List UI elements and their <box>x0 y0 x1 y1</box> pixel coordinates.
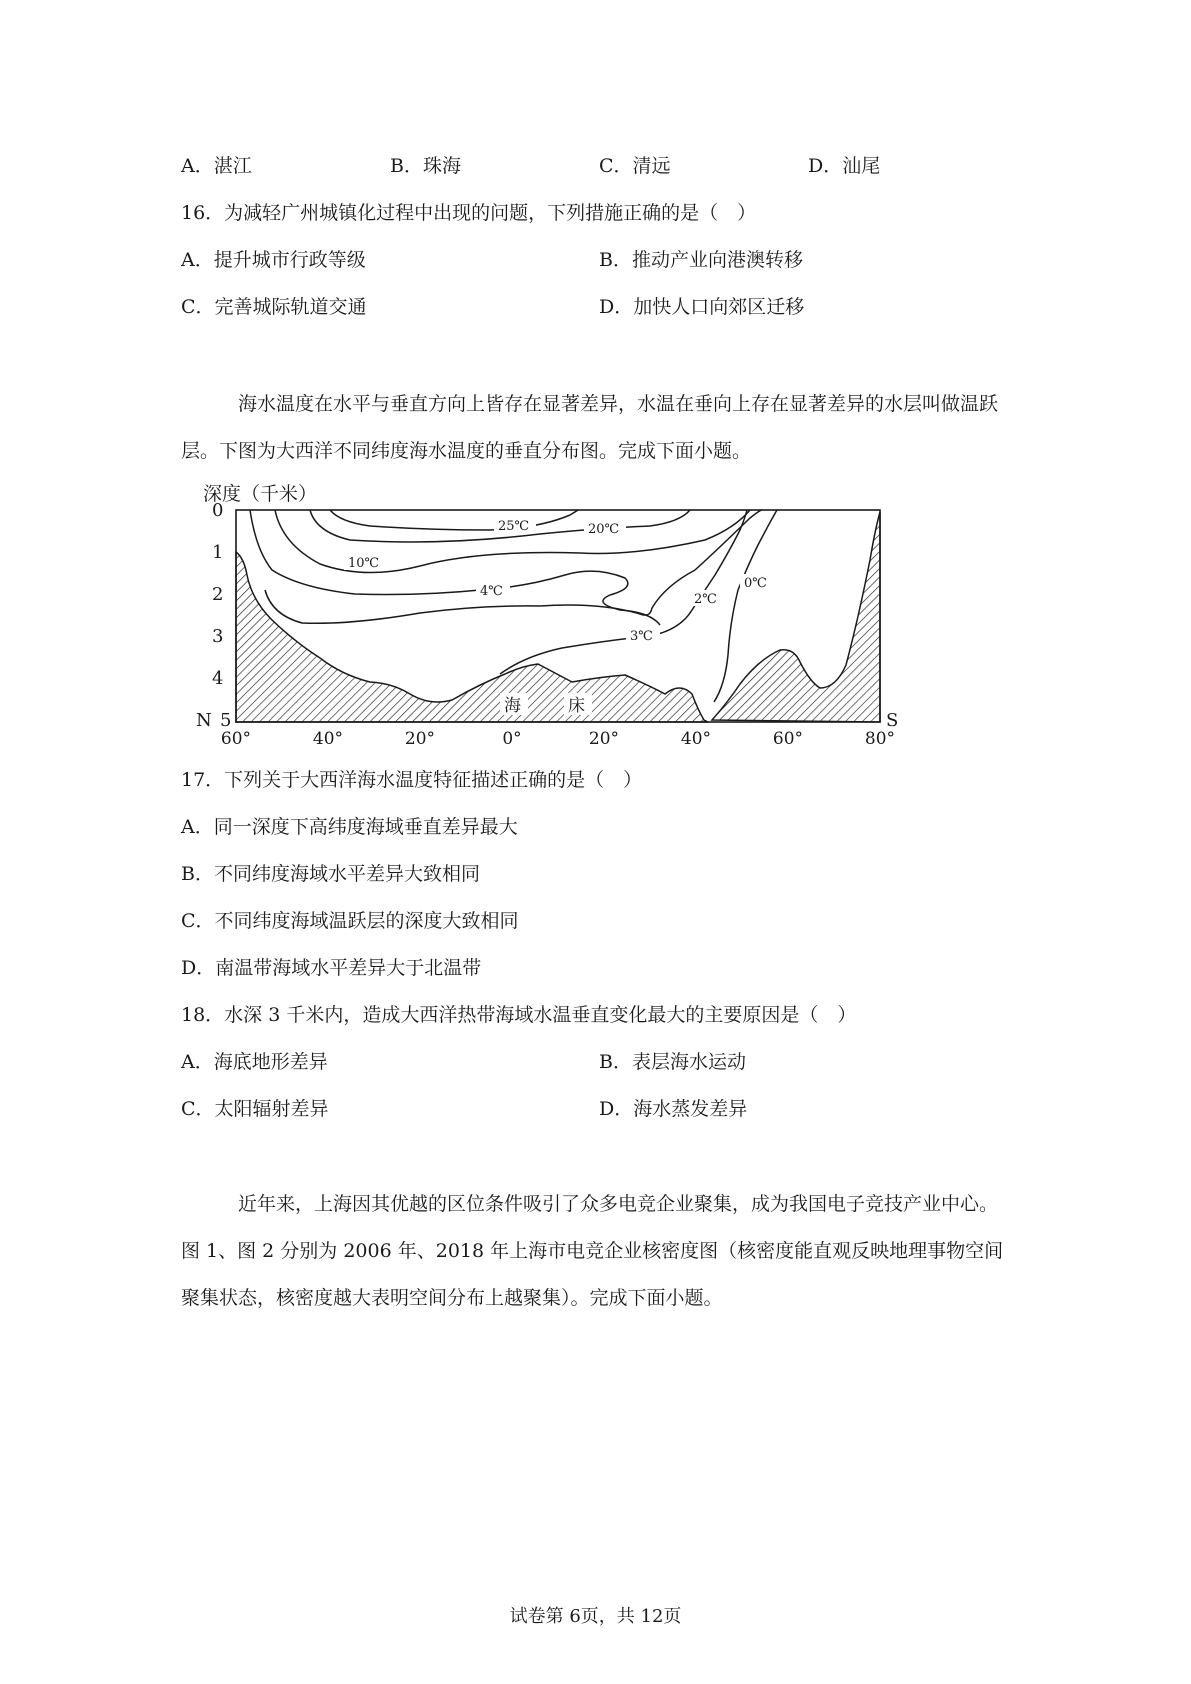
y-tick-label: 4 <box>212 668 224 689</box>
x-tick-label: 60° <box>772 729 804 749</box>
option-letter: C． <box>181 1098 215 1120</box>
x-tick-label: 80° <box>864 729 896 749</box>
isotherm-label-4c: 4℃ <box>480 584 503 599</box>
option-letter: D． <box>599 1098 634 1120</box>
option-letter: C． <box>599 155 633 177</box>
q18-option-d <box>599 1097 747 1121</box>
option-text: 珠海 <box>422 155 461 177</box>
q18-option-b <box>599 1050 746 1074</box>
x-tick-label: 40° <box>312 729 344 749</box>
isotherm-label-25c: 25℃ <box>498 519 530 534</box>
y-tick-label: 3 <box>212 626 224 647</box>
option-text: 海底地形差异 <box>213 1051 328 1073</box>
q17-stem: 17．下列关于大西洋海水温度特征描述正确的是（ ） <box>181 769 643 791</box>
q15-option-b <box>390 154 461 178</box>
y-tick-label: 0 <box>212 500 224 521</box>
x-tick-label: 0° <box>502 729 522 749</box>
option-letter: C． <box>181 910 215 932</box>
seabed-label-1: 海 <box>504 696 521 716</box>
q16-option-b <box>599 248 803 272</box>
y-tick-label: 5 <box>220 710 232 731</box>
q17-option-c <box>181 909 519 933</box>
option-letter: B． <box>599 1051 632 1073</box>
y-ticks <box>212 500 231 731</box>
x-tick-label: 20° <box>404 729 436 749</box>
option-text: 南温带海域水平差异大于北温带 <box>215 957 482 979</box>
isotherm-label-0c: 0℃ <box>744 576 767 591</box>
option-text: 完善城际轨道交通 <box>214 296 367 318</box>
isotherm-label-20c: 20℃ <box>588 522 620 537</box>
q16-stem: 16．为减轻广州城镇化过程中出现的问题，下列措施正确的是（ ） <box>181 202 757 224</box>
isotherm-label-3c: 3℃ <box>630 629 653 644</box>
q17-option-a <box>181 815 518 839</box>
q17-option-d <box>181 956 481 980</box>
option-text: 推动产业向港澳转移 <box>631 249 803 271</box>
q18-option-a <box>181 1050 328 1074</box>
x-tick-label: 40° <box>680 729 712 749</box>
option-letter: C． <box>181 296 215 318</box>
option-text: 汕尾 <box>842 155 881 177</box>
q16-option-c <box>181 295 367 319</box>
page-footer: 试卷第 6页，共 12页 <box>509 1606 682 1627</box>
passage-ocean-temperature: 海水温度在水平与垂直方向上皆存在显著差异，水温在垂向上存在显著差异的水层叫做温跃层。下图为大西洋不同纬度海水温度的垂直分布图。完成下面小题。 <box>181 393 999 462</box>
q16-option-a <box>181 248 366 272</box>
q18-stem: 18．水深 3 千米内，造成大西洋热带海域水温垂直变化最大的主要原因是（ ） <box>181 1004 857 1026</box>
option-letter: D． <box>599 296 634 318</box>
seabed-label-2: 床 <box>568 696 585 716</box>
option-letter: A． <box>181 155 214 177</box>
option-text: 太阳辐射差异 <box>214 1098 329 1120</box>
option-text: 加快人口向郊区迁移 <box>633 296 805 318</box>
option-text: 不同纬度海域水平差异大致相同 <box>213 863 480 885</box>
y-axis-label: 深度（千米） <box>203 483 318 505</box>
option-text: 清远 <box>632 155 671 177</box>
q15-option-d <box>808 154 880 178</box>
option-letter: B． <box>599 249 632 271</box>
seabed-hatch-right <box>712 512 880 722</box>
north-end-label: N <box>196 710 212 731</box>
q17-option-b <box>181 862 480 886</box>
q15-option-c <box>599 154 671 178</box>
isotherm-25c <box>330 510 578 530</box>
option-text: 湛江 <box>213 155 252 177</box>
option-letter: A． <box>181 1051 214 1073</box>
q18-option-c <box>181 1097 329 1121</box>
south-end-label: S <box>886 710 899 731</box>
option-letter: A． <box>181 816 214 838</box>
option-text: 表层海水运动 <box>631 1051 746 1073</box>
option-text: 提升城市行政等级 <box>213 249 366 271</box>
option-letter: D． <box>181 957 216 979</box>
q16-option-d <box>599 295 804 319</box>
option-text: 同一深度下高纬度海域垂直差异最大 <box>213 816 518 838</box>
isotherm-label-2c: 2℃ <box>694 592 717 607</box>
option-text: 不同纬度海域温跃层的深度大致相同 <box>214 910 519 932</box>
option-letter: D． <box>808 155 843 177</box>
option-letter: A． <box>181 249 214 271</box>
x-tick-label: 20° <box>588 729 620 749</box>
q15-option-a <box>181 154 252 178</box>
x-tick-label: 60° <box>220 729 252 749</box>
x-ticks <box>221 729 895 749</box>
option-letter: B． <box>390 155 423 177</box>
option-text: 海水蒸发差异 <box>633 1098 748 1120</box>
atlantic-temperature-profile-figure <box>180 470 910 750</box>
y-tick-label: 2 <box>212 584 224 605</box>
option-letter: B． <box>181 863 214 885</box>
y-tick-label: 1 <box>212 542 224 563</box>
isotherm-labels <box>344 517 774 644</box>
passage-esports-shanghai: 近年来，上海因其优越的区位条件吸引了众多电竞企业聚集，成为我国电子竞技产业中心。图 1、图 2 分别为 2006 年、2018 年上海市电竞企业核密度图（核密度能直观反映地理事物空间聚集状态，核密度越大表明空间分布上越聚集）。完成下面小题。 <box>181 1193 1004 1309</box>
isotherm-label-10c: 10℃ <box>348 556 380 571</box>
